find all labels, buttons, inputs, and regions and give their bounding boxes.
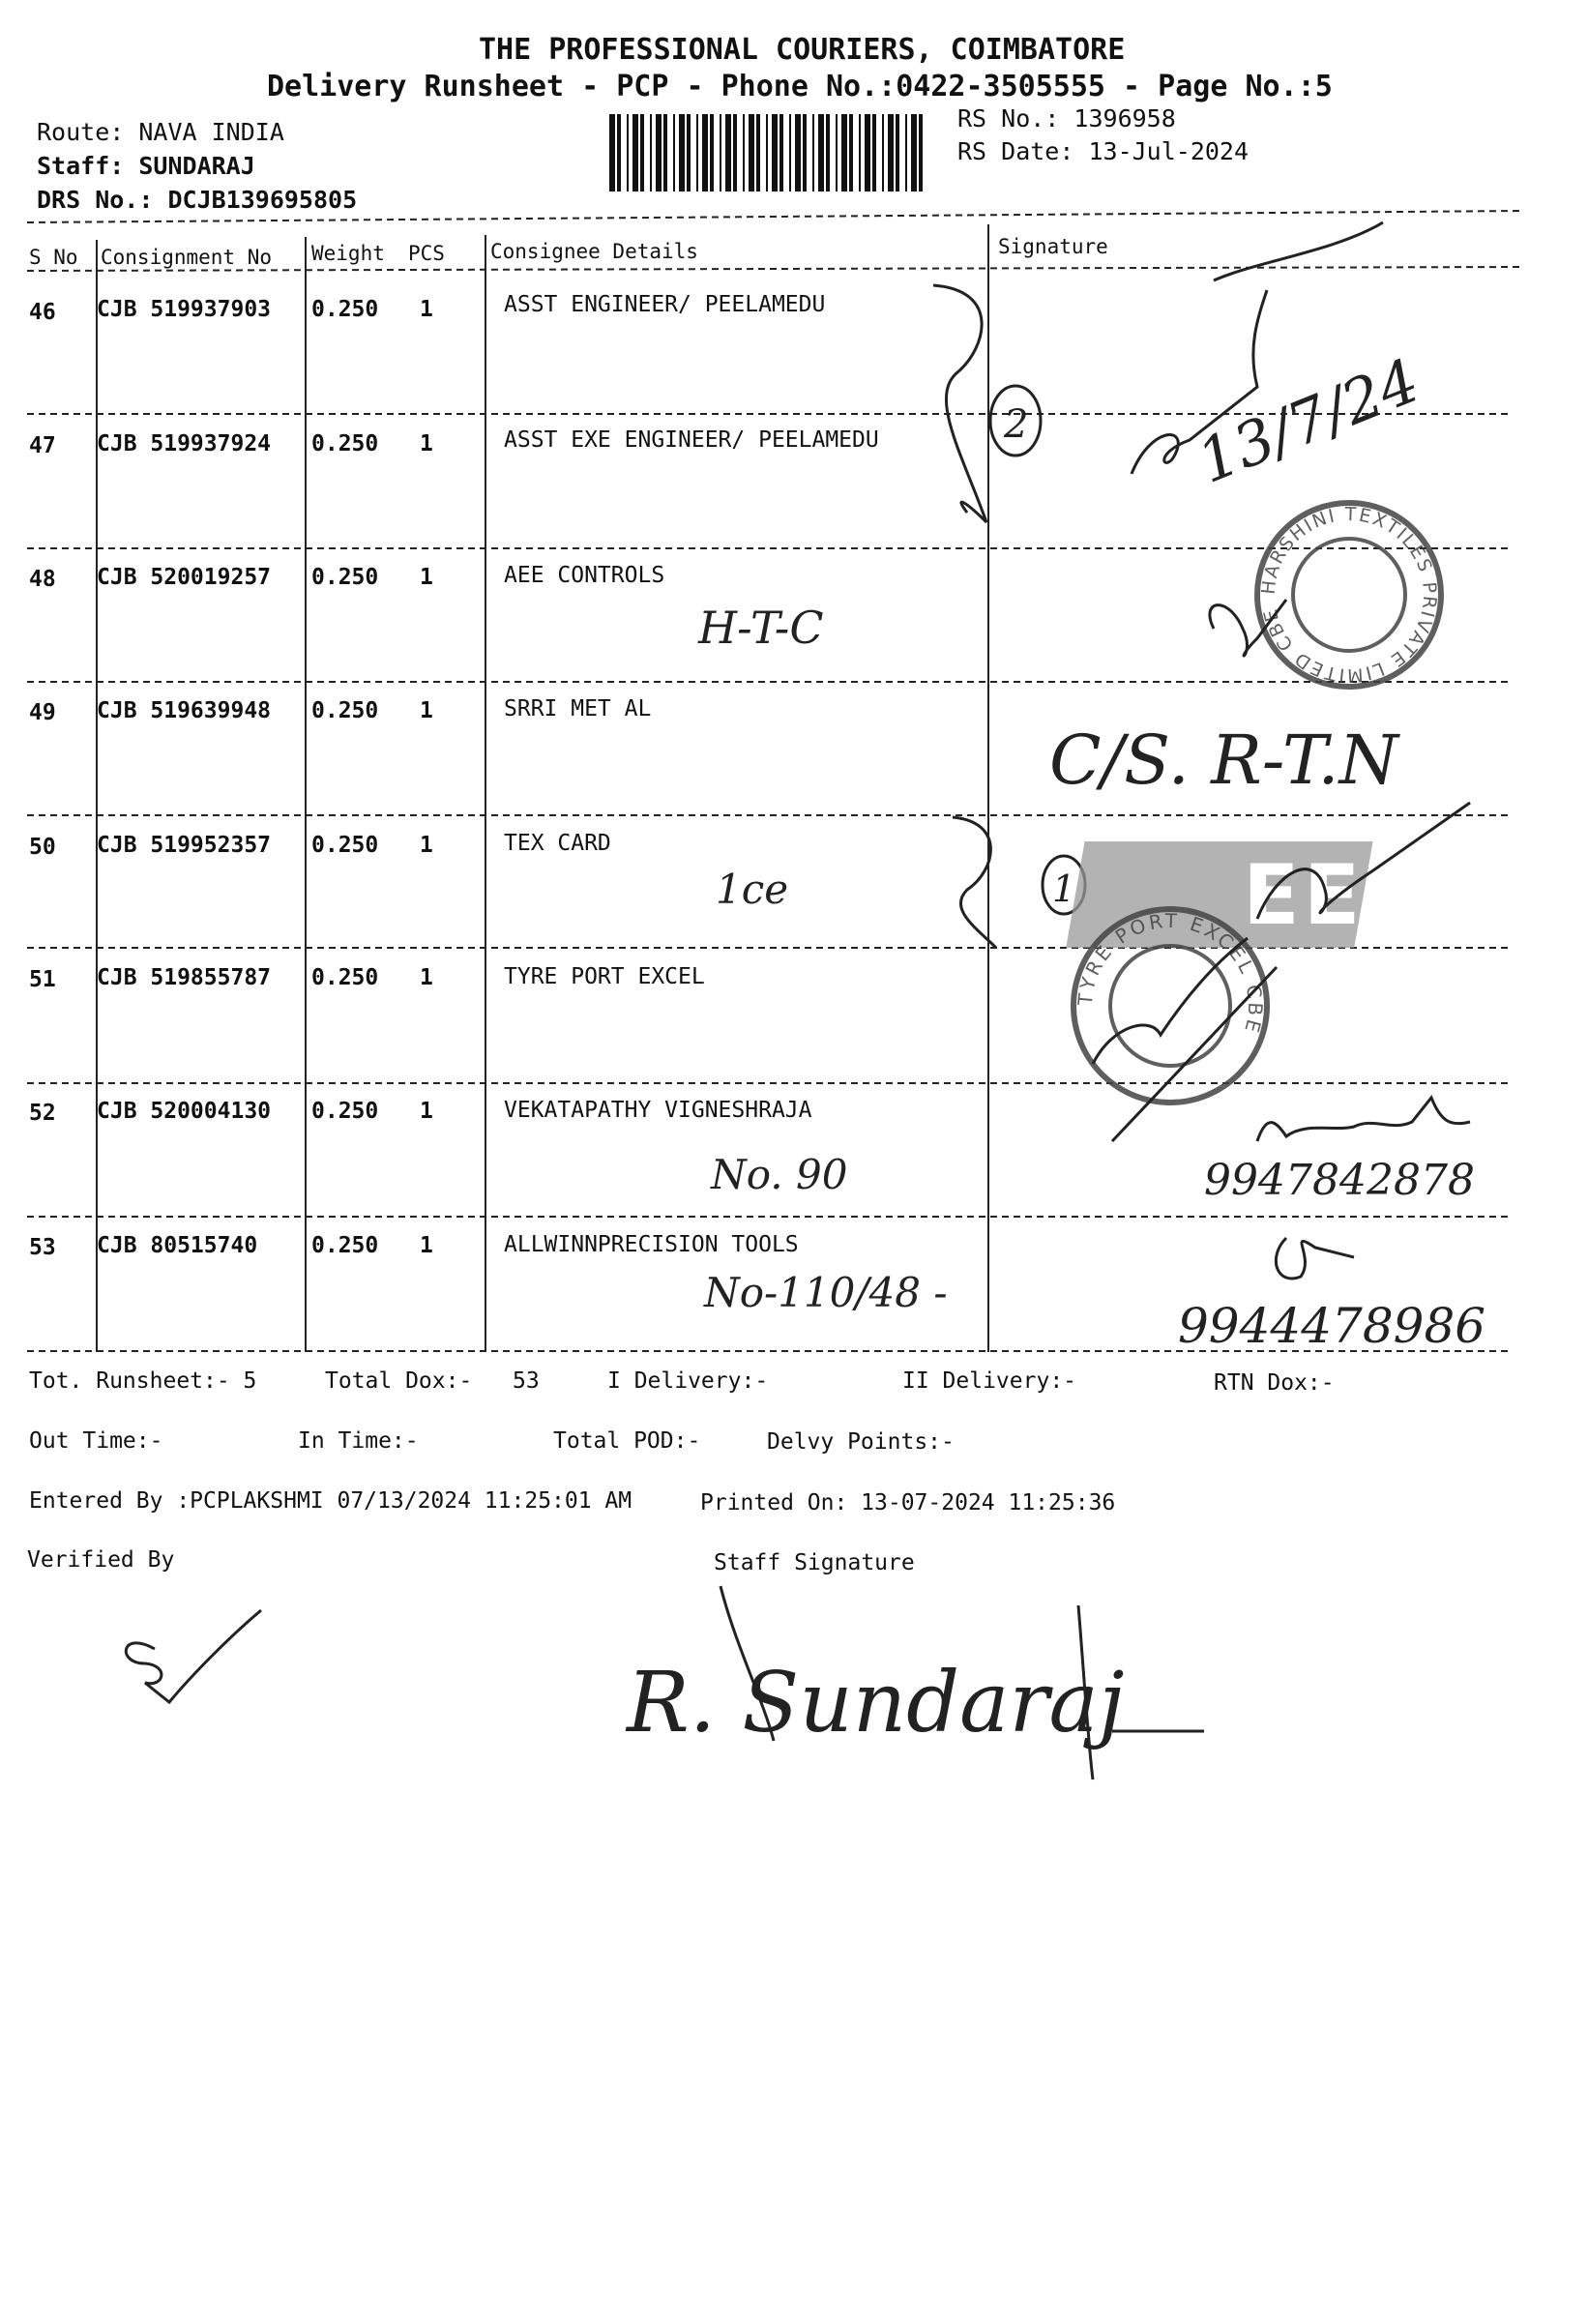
row-consignment: CJB 519952357 xyxy=(97,833,272,858)
verified-by-signature xyxy=(126,1610,261,1702)
col-header-sno: S No xyxy=(29,246,78,269)
row-consignment: CJB 519937924 xyxy=(97,431,272,456)
row-pcs: 1 xyxy=(420,1099,433,1124)
row-consignment: CJB 519855787 xyxy=(97,965,272,990)
stamp-text: HARSHINI TEXTILES PRIVATE LIMITED CBE xyxy=(1257,503,1441,687)
printed-on: Printed On: 13-07-2024 11:25:36 xyxy=(700,1490,1116,1515)
row-consignee: ASST EXE ENGINEER/ PEELAMEDU xyxy=(504,427,879,453)
total-dox-value: 53 xyxy=(513,1368,540,1394)
runsheet-subtitle: Delivery Runsheet - PCP - Phone No.:0422-3505555 - Page No.:5 xyxy=(267,70,1333,103)
row-sno: 53 xyxy=(29,1235,56,1260)
in-time: In Time:- xyxy=(298,1428,419,1454)
rs-number: RS No.: 1396958 xyxy=(957,104,1176,132)
row-weight: 0.250 xyxy=(311,698,379,723)
brace-scribble xyxy=(953,817,996,948)
row-handwritten-note: H-T-C xyxy=(698,602,824,654)
delvy-points: Delvy Points:- xyxy=(767,1429,955,1455)
row-consignment: CJB 519937903 xyxy=(97,297,272,322)
drs-number: DRS No.: DCJB139695805 xyxy=(37,186,358,214)
i-delivery: I Delivery:- xyxy=(607,1368,769,1394)
row-pcs: 1 xyxy=(420,431,433,456)
row-consignee: TEX CARD xyxy=(504,831,611,856)
row-pcs: 1 xyxy=(420,965,433,990)
row-consignee: SRRI MET AL xyxy=(504,696,652,721)
row-sno: 46 xyxy=(29,300,56,325)
col-header-consignee: Consignee Details xyxy=(490,240,698,263)
row-sno: 50 xyxy=(29,835,56,860)
row-pcs: 1 xyxy=(420,565,433,590)
handwritten-phone: 9944478986 xyxy=(1178,1298,1486,1354)
row-sno: 51 xyxy=(29,967,56,992)
handwritten-phone: 9947842878 xyxy=(1204,1156,1475,1205)
total-dox-label: Total Dox:- xyxy=(325,1368,473,1394)
staff-label: Staff: SUNDARAJ xyxy=(37,152,255,180)
handwritten-return-note: C/S. R-T.N xyxy=(1049,721,1398,800)
row-sno: 52 xyxy=(29,1101,56,1126)
ii-delivery: II Delivery:- xyxy=(902,1368,1077,1394)
rtn-dox: RTN Dox:- xyxy=(1214,1370,1335,1396)
row-pcs: 1 xyxy=(420,833,433,858)
row-weight: 0.250 xyxy=(311,565,379,590)
circle-number: 1 xyxy=(1052,868,1076,910)
col-header-consignment: Consignment No xyxy=(101,246,273,269)
row-sno: 47 xyxy=(29,433,56,458)
row-consignment: CJB 80515740 xyxy=(97,1233,258,1258)
handwritten-sign-52 xyxy=(1257,1098,1470,1141)
row-sno: 48 xyxy=(29,567,56,592)
row-consignee: TYRE PORT EXCEL xyxy=(504,964,705,989)
brace-scribble xyxy=(933,285,986,522)
row-sno: 49 xyxy=(29,700,56,725)
row-pcs: 1 xyxy=(420,698,433,723)
col-header-signature: Signature xyxy=(998,235,1108,258)
row-handwritten-note: 1ce xyxy=(716,866,789,913)
row-handwritten-note: No-110/48 - xyxy=(704,1269,948,1316)
tot-runsheet: Tot. Runsheet:- 5 xyxy=(29,1368,257,1394)
out-time: Out Time:- xyxy=(29,1428,163,1454)
verified-by-label: Verified By xyxy=(27,1547,175,1573)
route-label: Route: NAVA INDIA xyxy=(37,118,284,146)
company-stamp xyxy=(1257,503,1441,687)
row-consignment: CJB 520019257 xyxy=(97,565,272,590)
row-consignee: AEE CONTROLS xyxy=(504,563,665,588)
row-consignment: CJB 520004130 xyxy=(97,1099,272,1124)
row-weight: 0.250 xyxy=(311,1233,379,1258)
row-consignee: ALLWINNPRECISION TOOLS xyxy=(504,1232,799,1257)
row-weight: 0.250 xyxy=(311,297,379,322)
row-consignment: CJB 519639948 xyxy=(97,698,272,723)
staff-signature-label: Staff Signature xyxy=(714,1550,915,1575)
row-weight: 0.250 xyxy=(311,431,379,456)
col-header-weight: Weight xyxy=(311,242,385,265)
row-consignee: ASST ENGINEER/ PEELAMEDU xyxy=(504,292,826,317)
row-pcs: 1 xyxy=(420,1233,433,1258)
stamp-text: EEC xyxy=(1243,847,1429,944)
stamp-text: TYRE PORT EXCEL CBE xyxy=(1073,908,1268,1038)
handwritten-sign-53 xyxy=(1276,1238,1354,1279)
company-title: THE PROFESSIONAL COURIERS, COIMBATORE xyxy=(479,33,1126,67)
circle-number: 2 xyxy=(1004,402,1029,447)
row-weight: 0.250 xyxy=(311,965,379,990)
row-weight: 0.250 xyxy=(311,1099,379,1124)
row-handwritten-note: No. 90 xyxy=(711,1151,848,1198)
row-weight: 0.250 xyxy=(311,833,379,858)
row-consignee: VEKATAPATHY VIGNESHRAJA xyxy=(504,1098,812,1123)
total-pod: Total POD:- xyxy=(553,1428,701,1454)
handwritten-date: 13/7/24 xyxy=(1188,344,1429,497)
col-header-pcs: PCS xyxy=(408,242,445,265)
staff-signature-handwriting: R. Sundaraj xyxy=(627,1655,1125,1751)
rs-date: RS Date: 13-Jul-2024 xyxy=(957,137,1250,165)
entered-by: Entered By :PCPLAKSHMI 07/13/2024 11:25:01 AM xyxy=(29,1488,632,1514)
row-pcs: 1 xyxy=(420,297,433,322)
